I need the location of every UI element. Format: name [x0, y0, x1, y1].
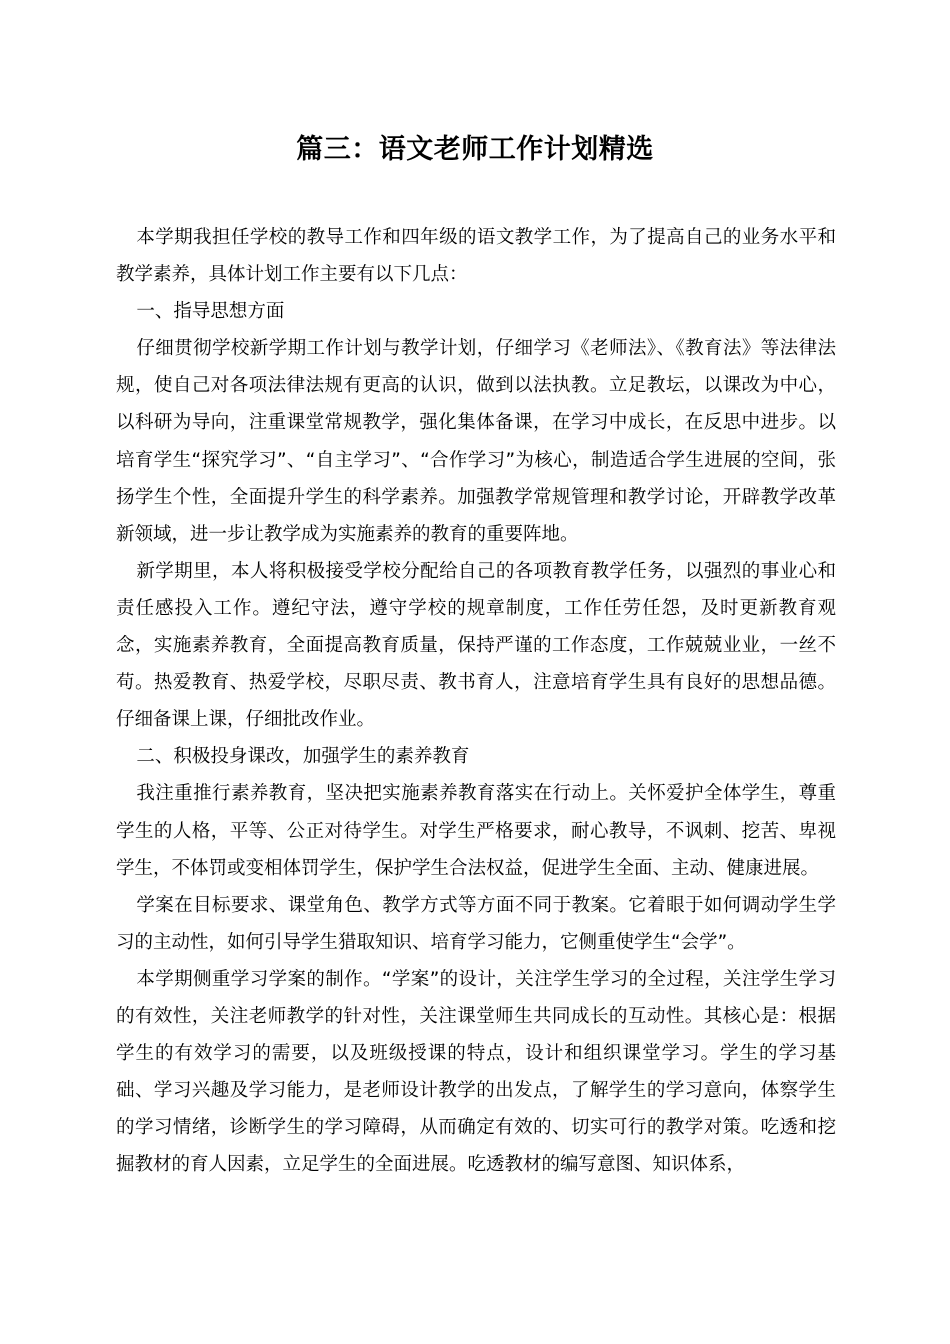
paragraph: 学案在目标要求、课堂角色、教学方式等方面不同于教案。它着眼于如何调动学生学习的主动性，如何引导学生猎取知识、培育学习能力，它侧重使学生“会学”。 — [116, 894, 836, 953]
paragraph: 我注重推行素养教育，坚决把实施素养教育落实在行动上。关怀爱护全体学生，尊重学生的人格，平等、公正对待学生。对学生严格要求，耐心教导，不讽刺、挖苦、卑视学生，不体罚或变相体罚学生，保护学生合法权益，促进学生全面、主动、健康进展。 — [116, 783, 836, 879]
document-body — [116, 219, 836, 1183]
paragraph: 仔细贯彻学校新学期工作计划与教学计划，仔细学习《老师法》、《教育法》等法律法规，使自己对各项法律法规有更高的认识，做到以法执教。立足教坛，以课改为中心，以科研为导向，注重课堂常规教学，强化集体备课，在学习中成长，在反思中进步。以培育学生“探究学习”、“自主学习”、“合作学习”为核心，制造适合学生进展的空间，张扬学生个性，全面提升学生的科学素养。加强教学常规管理和教学讨论，开辟教学改革新领域，进一步让教学成为实施素养的教育的重要阵地。 — [116, 338, 836, 545]
paragraph-intro: 本学期我担任学校的教导工作和四年级的语文教学工作，为了提高自己的业务水平和教学素养，具体计划工作主要有以下几点： — [116, 227, 836, 286]
paragraph: 新学期里，本人将积极接受学校分配给自己的各项教育教学任务，以强烈的事业心和责任感投入工作。遵纪守法，遵守学校的规章制度，工作任劳任怨，及时更新教育观念，实施素养教育，全面提高教育质量，保持严谨的工作态度，工作兢兢业业，一丝不苟。热爱教育、热爱学校，尽职尽责、教书育人，注意培育学生具有良好的思想品德。仔细备课上课，仔细批改作业。 — [116, 560, 836, 731]
section-heading-1: 一、指导思想方面 — [136, 301, 285, 323]
document-title: 篇三：语文老师工作计划精选 — [296, 134, 654, 165]
paragraph: 本学期侧重学习学案的制作。“学案”的设计，关注学生学习的全过程，关注学生学习的有效性，关注老师教学的针对性，关注课堂师生共同成长的互动性。其核心是：根据学生的有效学习的需要，以及班级授课的特点，设计和组织课堂学习。学生的学习基础、学习兴趣及学习能力，是老师设计教学的出发点，了解学生的学习意向，体察学生的学习情绪，诊断学生的学习障碍，从而确定有效的、切实可行的教学对策。吃透和挖掘教材的育人因素，立足学生的全面进展。吃透教材的编写意图、知识体系， — [116, 968, 836, 1176]
section-heading-2: 二、积极投身课改，加强学生的素养教育 — [136, 746, 470, 768]
